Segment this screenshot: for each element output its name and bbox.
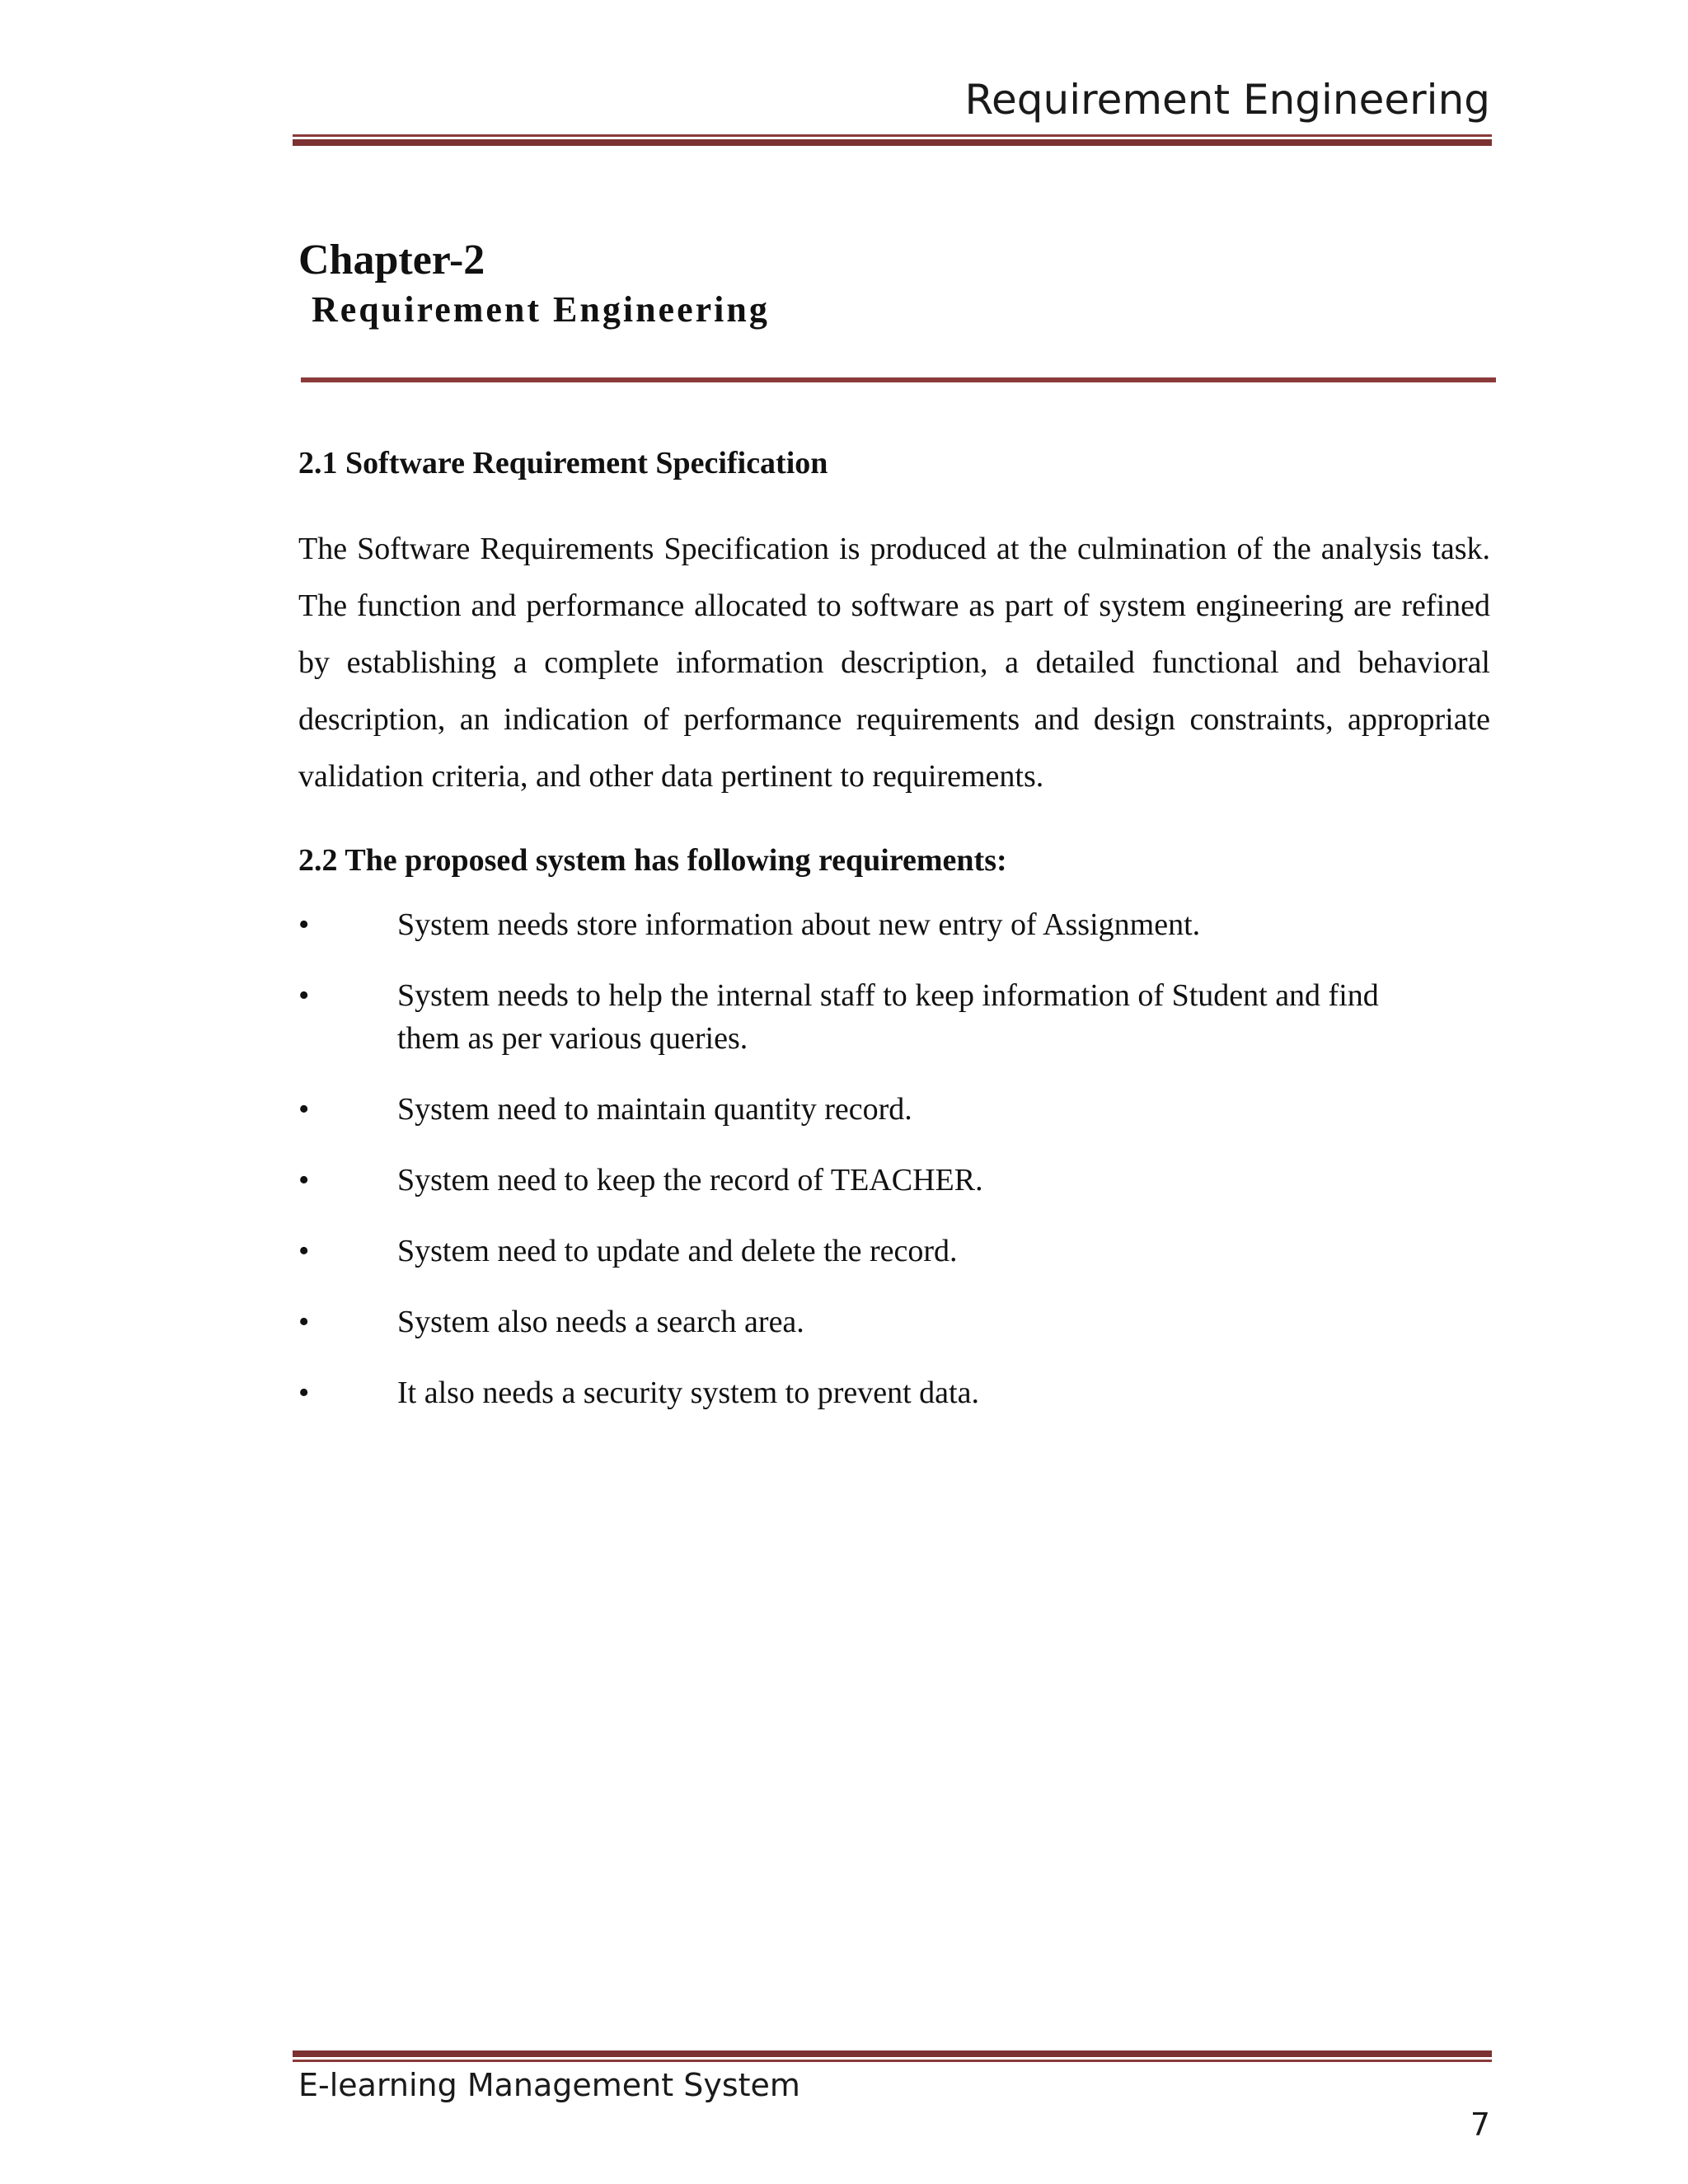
header-rule-thin [293,134,1492,137]
bullet-icon: • [298,1092,310,1127]
bullet-icon: • [298,1234,310,1268]
chapter-title: Chapter-2 [298,237,485,284]
section-paragraph-2-1: The Software Requirements Specification is produced at the culmination of the analysis task. The function and performance allocated to software as part of system engineering are refined by establishing a complete information description, a detailed functional and behavioral description, an indication of performance requirements and design constraints, appropriate validation criteria, and other data pertinent to requirements. [298,532,1490,794]
list-item [298,1371,1493,1414]
chapter-subtitle: Requirement Engineering [312,289,770,330]
list-item [298,1230,1493,1272]
list-item-text: System also needs a search area. [397,1305,804,1339]
header-rule-thick [293,139,1492,146]
bullet-icon: • [298,907,310,942]
list-item [298,903,1493,946]
running-header: Requirement Engineering [964,76,1490,124]
page-number: 7 [1470,2107,1490,2143]
list-item-text: System need to keep the record of TEACHER. [397,1163,983,1197]
footer-rule [293,2050,1492,2062]
list-item [298,1159,1493,1202]
requirements-list [298,903,1493,1442]
section-heading-2-2: 2.2 The proposed system has following requirements: [298,843,1007,878]
list-item [298,974,1493,1060]
header-rule [293,134,1492,146]
bullet-icon: • [298,1376,310,1410]
list-item [298,1301,1493,1343]
list-item [298,1088,1493,1131]
section-heading-2-1: 2.1 Software Requirement Specification [298,446,828,480]
bullet-icon: • [298,1305,310,1339]
footer-rule-thin [293,2060,1492,2062]
footer-title: E-learning Management System [298,2067,800,2103]
list-item-text: System needs to help the internal staff to keep information of Student and find them as per various queries. [397,978,1379,1056]
bullet-icon: • [298,1163,310,1197]
list-item-text: System need to maintain quantity record. [397,1092,912,1127]
list-item-text: System need to update and delete the record. [397,1234,958,1268]
list-item-text: System needs store information about new entry of Assignment. [397,907,1201,942]
chapter-rule [301,377,1496,382]
list-item-text: It also needs a security system to prevent data. [397,1376,979,1410]
bullet-icon: • [298,978,310,1013]
footer-rule-thick [293,2050,1492,2057]
